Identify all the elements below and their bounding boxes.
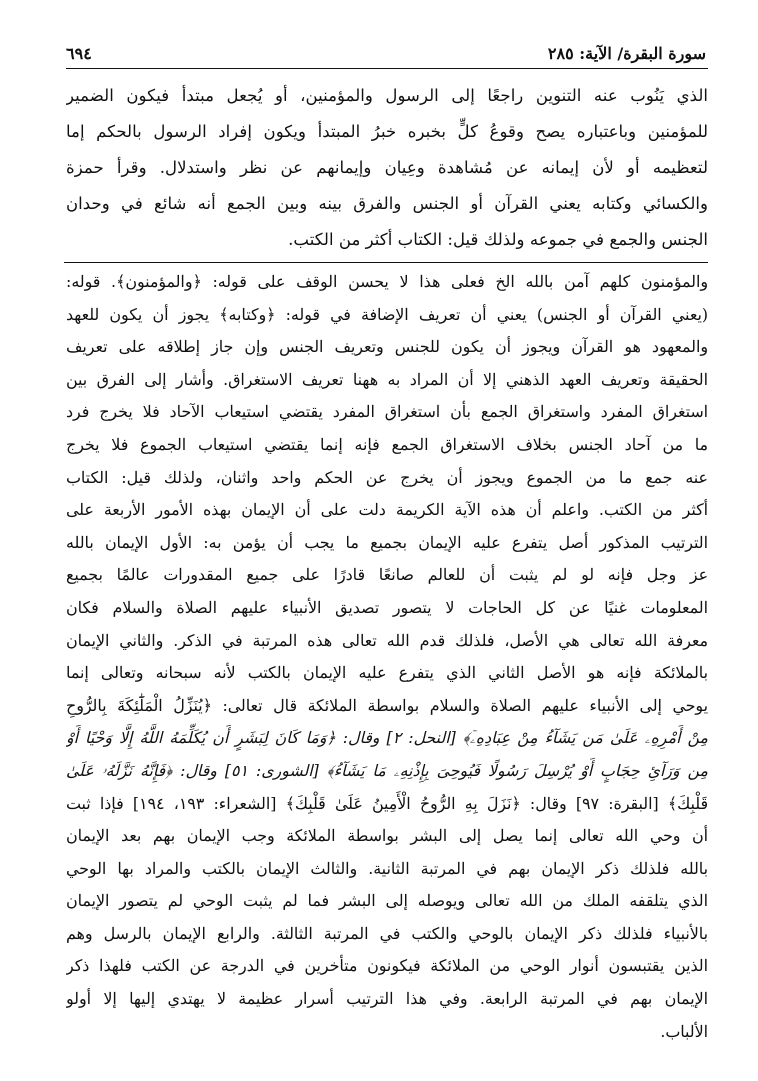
commentary-text	[66, 266, 708, 1048]
commentary-line: ما من آحاد الجنس بخلاف الاستغراق الجمع فإنه إنما يقتضي استيعاب الجموع فلا يخرج	[66, 434, 708, 454]
commentary-line: قَلْبِكَ﴾ [البقرة: ٩٧] وقال: ﴿نَزَلَ بِهِ الرُّوحُ الْأَمِينُ عَلَىٰ قَلْبِكَ﴾ [الشعراء: ١٩٣، ١٩٤] فإذا ثبت	[66, 793, 708, 813]
commentary-line: معرفة الله تعالى هي الأصل، فلذلك قدم الله تعالى هذه المرتبة في الذكر. والثاني الإيمان	[66, 630, 708, 650]
section-divider	[64, 262, 708, 263]
page-number: ٦٩٤	[66, 43, 92, 63]
commentary-line: المعلومات غنيًا عن كل الحاجات لا يتصور تصديق الأنبياء عليهم الصلاة والسلام فكان	[66, 597, 708, 617]
commentary-line: الألباب.	[660, 1021, 708, 1041]
surah-reference: سورة البقرة/ الآية: ٢٨٥	[547, 43, 706, 63]
commentary-line: والمؤمنون كلهم آمن بالله الخ فعلى هذا لا يحسن الوقف على قوله: ﴿والمؤمنون﴾. قوله:	[66, 272, 708, 291]
header-divider	[66, 68, 708, 69]
commentary-line: بالملائكة فإنه هو الأصل الثاني الذي يتفرع عليه الإيمان بالكتب لأنه سبحانه وتعالى إنما	[66, 663, 708, 683]
commentary-line: عنه جمع ما من الجموع ويجوز أن يخرج عن الحكم واحد واثنان، ولذلك قيل: الكتاب	[66, 467, 708, 487]
main-text-line: للمؤمنين وباعتباره يصح وقوعُ كلٍّ بخبره خبرُ المبتدأ ويكون إفراد الرسول بالحكم إما	[66, 122, 708, 141]
commentary-line: (يعني القرآن أو الجنس) يعني أن تعريف الإضافة في قوله: ﴿وكتابه﴾ يجوز أن يكون للعهد	[66, 304, 708, 324]
commentary-line: بالأنبياء فلذلك ذكر الإيمان بالوحي والكتب في المرتبة الثالثة. والرابع الإيمان بالرسل وهم	[66, 923, 708, 943]
commentary-line: بالله فلذلك ذكر الإيمان بهم في المرتبة الثانية. والثالث الإيمان بالكتب والمراد بها الوحي	[66, 858, 708, 878]
commentary-line: مِنْ أَمْرِهِۦ عَلَىٰ مَن يَشَآءُ مِنْ عِبَادِهِۦٓ﴾ [النحل: ٢] وقال: ﴿وَمَا كَانَ لِبَشَرٍ أَن يُكَلِّمَهُ اللَّهُ إِلَّا وَحْيًا أَوْ	[66, 728, 708, 748]
commentary-line: الإيمان بهم في المرتبة الرابعة. وفي هذا الترتيب أسرار عظيمة لا يهتدي إليها إلا أولو	[66, 989, 708, 1009]
main-text-line: لتعظيمه أو لأن إيمانه عن مُشاهدة وعِيان وإيمانهم عن نظر واستدلال. وقرأ حمزة	[66, 158, 708, 177]
commentary-line: الذين يقتبسون أنوار الوحي من الملائكة فيكونون متأخرين في الدرجة عن الكتب فلهذا ذكر	[66, 956, 708, 976]
commentary-line: عز وجل فإنه لو لم يثبت أن للعالم صانعًا قادرًا على جميع المقدورات عالمًا بجميع	[66, 565, 708, 585]
commentary-line: الترتيب المذكور أصل يتفرع عليه الإيمان بجميع ما يجب أن يؤمن به: الأول الإيمان بالله	[66, 532, 708, 552]
commentary-line: الحقيقة وتعريف العهد الذهني إلا أن المراد به ههنا تعريف الاستغراق. وأشار إلى الفرق بين	[66, 369, 708, 389]
commentary-line: يوحي إلى الأنبياء عليهم الصلاة والسلام بواسطة الملائكة قال تعالى: ﴿يُنَزِّلُ الْمَلَٰٓئِكَةَ بِالرُّوحِ	[66, 695, 708, 715]
commentary-line: والمعهود هو القرآن ويجوز أن يكون للجنس وتعريف الجنس وإن جاز إطلاقه على تعريف	[66, 337, 708, 357]
commentary-line: استغراق المفرد واستغراق الجمع بأن استغراق المفرد يقتضي استيعاب الآحاد فلا يخرج فرد	[66, 402, 708, 422]
commentary-line: أن وحي الله تعالى إنما يصل إلى البشر بواسطة الملائكة وجب الإيمان بهم بعد الإيمان	[66, 826, 708, 846]
main-text-line: الذي يَنُوب عنه التنوين راجعًا إلى الرسول والمؤمنين، أو يُجعل مبتدأ فيكون الضمير	[66, 86, 708, 105]
commentary-line: مِن وَرَآئِ حِجَابٍ أَوْ يُرْسِلَ رَسُولًا فَيُوحِىَ بِإِذْنِهِۦ مَا يَشَآءُ﴾ [الشورى: ٥١] وقال: ﴿فَإِنَّهُ نَزَّلَهُۥ عَلَىٰ	[66, 760, 708, 780]
main-text-line: والكسائي وكتابه يعني القرآن أو الجنس والفرق بينه وبين الجمع أنه شائع في وحدان	[66, 194, 708, 213]
page-header	[66, 40, 706, 66]
main-text	[66, 78, 708, 258]
main-text-line: الجنس والجمع في جموعه ولذلك قيل: الكتاب أكثر من الكتب.	[288, 230, 708, 249]
commentary-line: أكثر من الكتب. واعلم أن هذه الآية الكريمة دلت على أن الإيمان بهذه الأمور الأربعة على	[66, 500, 708, 520]
commentary-line: الذي يتلقفه الملك من الله تعالى ويوصله إلى البشر فما لم يثبت الوحي لم يتصور الإيمان	[66, 891, 708, 911]
